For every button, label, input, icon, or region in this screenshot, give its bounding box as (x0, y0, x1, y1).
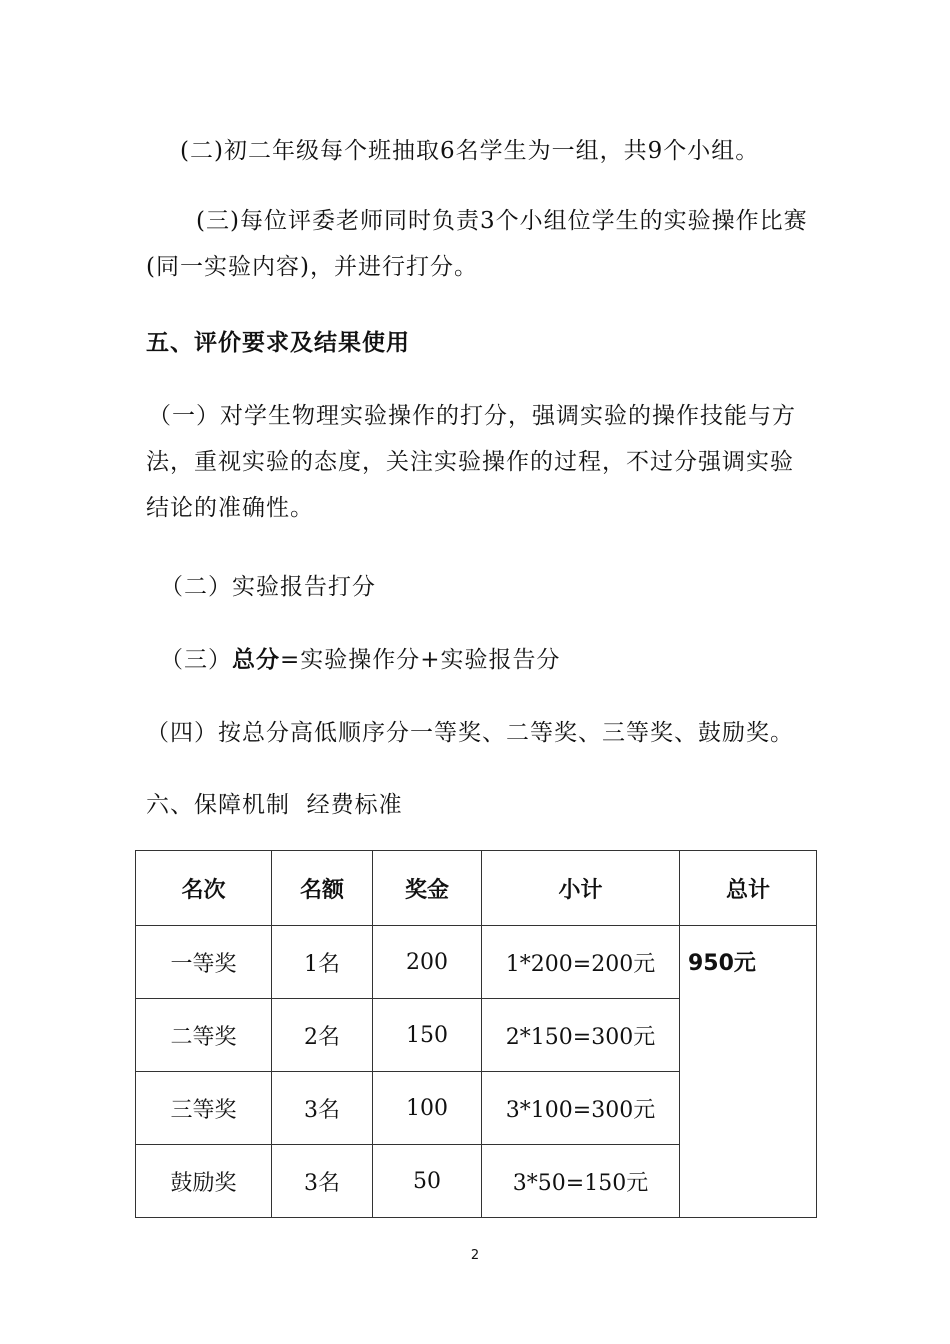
cell-prize: 200 (373, 926, 482, 999)
header-prize: 奖金 (373, 851, 482, 926)
header-rank: 名次 (136, 851, 272, 926)
page-number: 2 (470, 1248, 480, 1263)
total-score-formula: =实验操作分+实验报告分 (280, 647, 561, 673)
paragraph-group-division: (二)初二年级每个班抽取6名学生为一组，共9个小组。 (180, 138, 760, 164)
cell-quota: 1名 (272, 926, 373, 999)
cell-prize: 100 (373, 1072, 482, 1145)
cell-rank: 二等奖 (136, 999, 272, 1072)
cell-subtotal: 1*200=200元 (482, 926, 680, 999)
paragraph-judge-responsibility: (三)每位评委老师同时负责3个小组位学生的实验操作比赛(同一实验内容)，并进行打分。 (146, 208, 808, 280)
table-header-row (136, 851, 817, 926)
cell-subtotal: 3*50=150元 (482, 1145, 680, 1218)
paragraph-total-score (160, 645, 830, 675)
cell-subtotal: 2*150=300元 (482, 999, 680, 1072)
section-6-heading: 六、保障机制 经费标准 (146, 792, 403, 818)
cell-subtotal: 3*100=300元 (482, 1072, 680, 1145)
cell-rank: 一等奖 (136, 926, 272, 999)
paragraph-award-ranking: （四）按总分高低顺序分一等奖、二等奖、三等奖、鼓励奖。 (146, 720, 794, 746)
paragraph-scoring-emphasis: （一）对学生物理实验操作的打分，强调实验的操作技能与方法，重视实验的态度，关注实验操作的过程，不过分强调实验结论的准确性。 (146, 403, 796, 521)
total-score-label: 总分 (232, 646, 280, 673)
header-subtotal: 小计 (482, 851, 680, 926)
header-total: 总计 (680, 851, 817, 926)
cell-rank: 三等奖 (136, 1072, 272, 1145)
cell-prize: 50 (373, 1145, 482, 1218)
header-quota: 名额 (272, 851, 373, 926)
total-score-prefix: （三） (160, 647, 232, 673)
award-budget-table (135, 850, 817, 1218)
section-5-heading: 五、评价要求及结果使用 (146, 329, 410, 356)
cell-prize: 150 (373, 999, 482, 1072)
table-row (136, 926, 817, 999)
paragraph-report-scoring: （二）实验报告打分 (160, 574, 376, 600)
cell-quota: 3名 (272, 1072, 373, 1145)
cell-rank: 鼓励奖 (136, 1145, 272, 1218)
cell-quota: 3名 (272, 1145, 373, 1218)
cell-quota: 2名 (272, 999, 373, 1072)
cell-grand-total: 950元 (680, 926, 817, 1218)
